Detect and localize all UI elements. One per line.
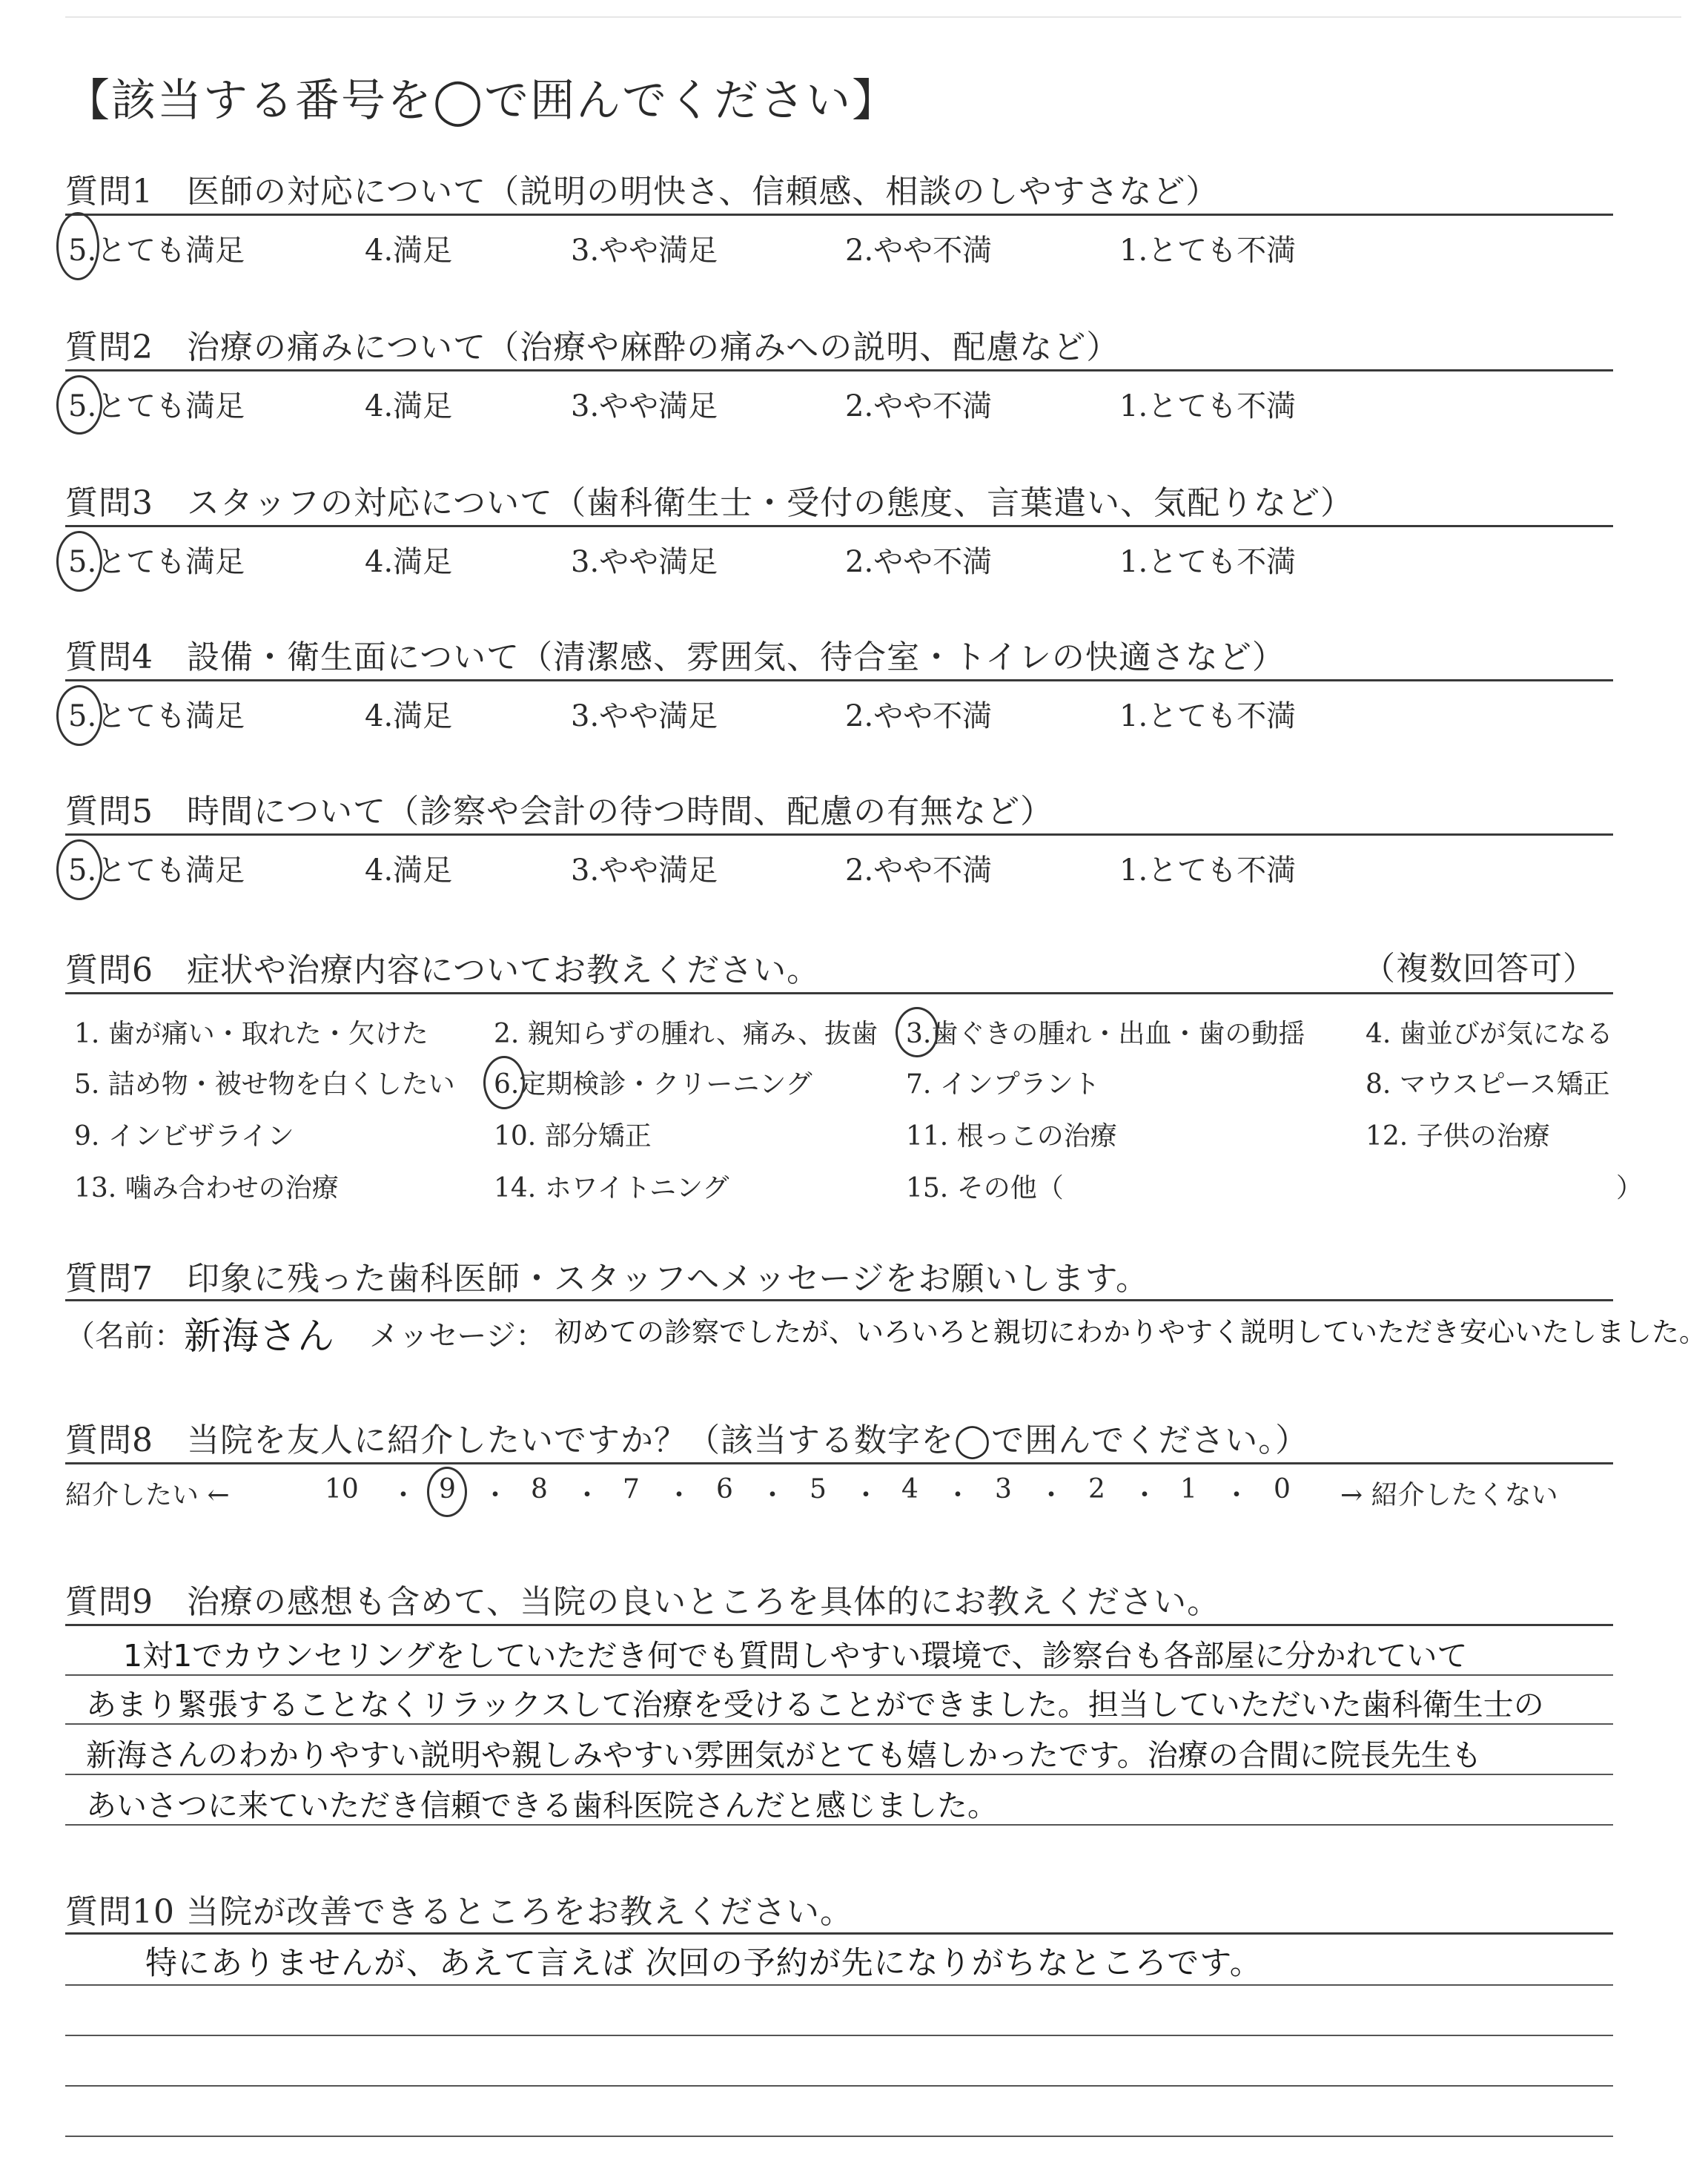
q9-answer-line[interactable]: あいさつに来ていただき信頼できる歯科医院さんだと感じました。	[86, 1788, 998, 1823]
option-2[interactable]: 2.やや不満	[845, 389, 993, 423]
question-5-title: 質問5 時間について（診察や会計の待つ時間、配慮の有無など）	[65, 793, 1054, 830]
scale-1[interactable]: 1	[1180, 1474, 1197, 1505]
answer-circle	[56, 375, 102, 435]
q6-option[interactable]: 1. 歯が痛い・取れた・欠けた	[74, 1019, 428, 1049]
scale-0[interactable]: 0	[1274, 1474, 1291, 1505]
recommend-right-label: → 紹介したくない	[1340, 1480, 1558, 1510]
question-7-title: 質問7 印象に残った歯科医師・スタッフへメッセージをお願いします。	[65, 1260, 1149, 1298]
option-5[interactable]: 5.とても満足	[68, 699, 245, 733]
option-5[interactable]: 5.とても満足	[68, 389, 245, 423]
top-edge-line	[65, 16, 1681, 18]
question-4-title: 質問4 設備・衛生面について（清潔感、雰囲気、待合室・トイレの快適さなど）	[65, 638, 1285, 676]
scale-dot: ・	[1131, 1480, 1159, 1510]
question-6-title: 質問6 症状や治療内容についてお教えください。	[65, 951, 821, 989]
option-5[interactable]: 5.とても満足	[68, 853, 245, 888]
option-3[interactable]: 3.やや満足	[571, 389, 718, 423]
question-6-note: （複数回答可）	[1363, 950, 1596, 988]
option-4[interactable]: 4.満足	[365, 853, 453, 888]
scale-dot: ・	[1038, 1480, 1065, 1510]
option-4[interactable]: 4.満足	[365, 545, 453, 579]
q6-option[interactable]: 7. インプラント	[906, 1069, 1100, 1100]
answer-circle	[483, 1056, 525, 1109]
divider	[65, 992, 1613, 994]
q6-option[interactable]: 2. 親知らずの腫れ、痛み、抜歯	[494, 1019, 878, 1049]
divider	[65, 1932, 1613, 1935]
question-10-title: 質問10 当院が改善できるところをお教えください。	[65, 1893, 853, 1931]
scale-dot: ・	[944, 1480, 972, 1510]
message-label: メッセージ：	[369, 1319, 546, 1353]
q6-option[interactable]: 5. 詰め物・被せ物を白くしたい	[74, 1069, 455, 1100]
scale-7[interactable]: 7	[623, 1474, 640, 1505]
divider	[65, 1299, 1613, 1301]
answer-line	[65, 1984, 1613, 1986]
scale-6[interactable]: 6	[716, 1474, 733, 1505]
option-3[interactable]: 3.やや満足	[571, 234, 718, 268]
answer-line	[65, 1723, 1613, 1725]
answer-line	[65, 1674, 1613, 1676]
option-2[interactable]: 2.やや不満	[845, 545, 993, 579]
option-2[interactable]: 2.やや不満	[845, 853, 993, 888]
q6-option[interactable]: 8. マウスピース矯正	[1366, 1069, 1610, 1100]
q10-answer-line[interactable]: 特にありませんが、あえて言えば 次回の予約が先になりがちなところです。	[145, 1945, 1262, 1982]
option-3[interactable]: 3.やや満足	[571, 853, 718, 888]
answer-circle	[427, 1467, 467, 1517]
scale-2[interactable]: 2	[1088, 1474, 1105, 1505]
q6-option[interactable]: 10. 部分矯正	[494, 1121, 652, 1152]
option-1[interactable]: 1.とても不満	[1119, 853, 1297, 888]
option-2[interactable]: 2.やや不満	[845, 234, 993, 268]
question-2-title: 質問2 治療の痛みについて（治療や麻酔の痛みへの説明、配慮など）	[65, 328, 1120, 366]
q6-option[interactable]: 14. ホワイトニング	[494, 1173, 729, 1203]
question-9-title: 質問9 治療の感想も含めて、当院の良いところを具体的にお教えください。	[65, 1583, 1221, 1621]
scale-4[interactable]: 4	[901, 1474, 918, 1505]
answer-circle	[56, 212, 99, 280]
q6-option[interactable]: 15. その他（	[906, 1173, 1064, 1203]
answer-line	[65, 2085, 1613, 2087]
q6-option[interactable]: 11. 根っこの治療	[906, 1121, 1117, 1152]
name-value[interactable]: 新海さん	[184, 1315, 335, 1358]
answer-circle	[56, 839, 102, 900]
message-value[interactable]: 初めての診察でしたが、いろいろと親切にわかりやすく説明していただき安心いたしました。	[555, 1316, 1707, 1348]
scale-3[interactable]: 3	[995, 1474, 1012, 1505]
option-1[interactable]: 1.とても不満	[1119, 389, 1297, 423]
q6-option[interactable]: 4. 歯並びが気になる	[1366, 1019, 1613, 1049]
question-1-title: 質問1 医師の対応について（説明の明快さ、信頼感、相談のしやすさなど）	[65, 173, 1219, 211]
answer-line	[65, 2136, 1613, 2137]
scale-5[interactable]: 5	[810, 1474, 827, 1505]
divider	[65, 1462, 1613, 1464]
answer-line	[65, 1774, 1613, 1775]
divider	[65, 525, 1613, 527]
option-2[interactable]: 2.やや不満	[845, 699, 993, 733]
q6-option[interactable]: 3.歯ぐきの腫れ・出血・歯の動揺	[906, 1019, 1305, 1049]
answer-line	[65, 1824, 1613, 1826]
option-1[interactable]: 1.とても不満	[1119, 699, 1297, 733]
q9-answer-line[interactable]: あまり緊張することなくリラックスして治療を受けることができました。担当していただいた歯科衛生士の	[86, 1687, 1544, 1723]
scale-10[interactable]: 10	[325, 1474, 359, 1505]
answer-line	[65, 2035, 1613, 2036]
scale-dot: ・	[1223, 1480, 1251, 1510]
divider	[65, 369, 1613, 371]
q9-answer-line[interactable]: 新海さんのわかりやすい説明や親しみやすい雰囲気がとても嬉しかったです。治療の合間に院長先生も	[86, 1737, 1482, 1773]
option-3[interactable]: 3.やや満足	[571, 699, 718, 733]
option-4[interactable]: 4.満足	[365, 699, 453, 733]
divider	[65, 1624, 1613, 1626]
q6-option[interactable]: 13. 噛み合わせの治療	[74, 1173, 339, 1203]
divider	[65, 214, 1613, 216]
option-4[interactable]: 4.満足	[365, 234, 453, 268]
scale-dot: ・	[482, 1480, 509, 1510]
recommend-left-label: 紹介したい ←	[65, 1480, 230, 1510]
scale-dot: ・	[574, 1480, 601, 1510]
scale-dot: ・	[390, 1480, 417, 1510]
option-4[interactable]: 4.満足	[365, 389, 453, 423]
q6-option[interactable]: 12. 子供の治療	[1366, 1121, 1550, 1152]
q9-answer-line[interactable]: 1対1でカウンセリングをしていただき何でも質問しやすい環境で、診察台も各部屋に分かれていて	[123, 1638, 1468, 1674]
q6-close-paren: ）	[1616, 1173, 1644, 1203]
scale-dot: ・	[666, 1480, 693, 1510]
scale-dot: ・	[759, 1480, 787, 1510]
option-3[interactable]: 3.やや満足	[571, 545, 718, 579]
answer-circle	[56, 531, 102, 592]
option-5[interactable]: 5.とても満足	[68, 545, 245, 579]
answer-circle	[56, 685, 102, 746]
question-8-title: 質問8 当院を友人に紹介したいですか？（該当する数字を◯で囲んでください。）	[65, 1421, 1309, 1459]
scale-dot: ・	[853, 1480, 880, 1510]
option-1[interactable]: 1.とても不満	[1119, 545, 1297, 579]
q6-option[interactable]: 9. インビザライン	[74, 1121, 294, 1152]
option-5[interactable]: 5.とても満足	[68, 234, 245, 268]
divider	[65, 833, 1613, 836]
divider	[65, 679, 1613, 681]
name-label: （名前：	[65, 1319, 184, 1353]
scale-8[interactable]: 8	[531, 1474, 548, 1505]
q6-option[interactable]: 6.定期検診・クリーニング	[494, 1069, 812, 1100]
answer-circle	[896, 1007, 939, 1057]
question-3-title: 質問3 スタッフの対応について（歯科衛生士・受付の態度、言葉遣い、気配りなど）	[65, 484, 1354, 522]
scale-9[interactable]: 9	[439, 1474, 456, 1505]
page-title: 【該当する番号を◯で囲んでください】	[65, 75, 898, 127]
option-1[interactable]: 1.とても不満	[1119, 234, 1297, 268]
